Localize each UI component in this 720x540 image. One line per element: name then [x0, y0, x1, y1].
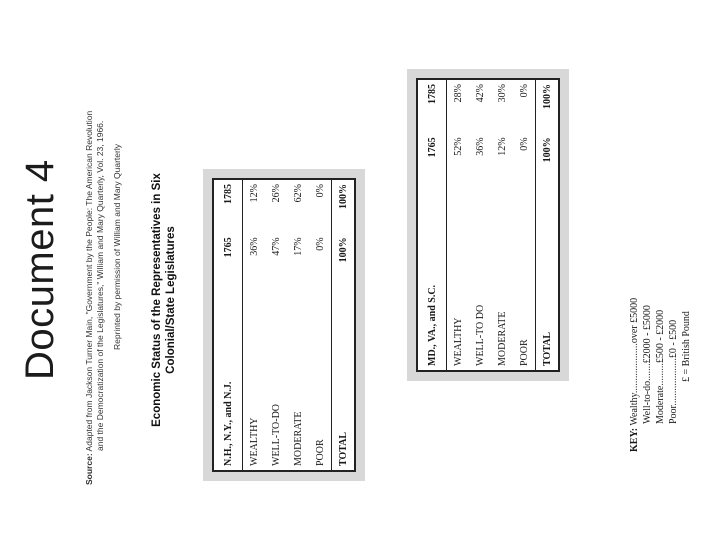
cell-value: 17%	[292, 237, 304, 256]
row-label: POOR	[314, 439, 326, 466]
source-citation	[84, 111, 106, 485]
heading-wrap	[150, 155, 178, 445]
column-header: 1785	[418, 80, 447, 133]
cell-value: 0%	[314, 237, 326, 251]
table-1-wrap	[212, 178, 356, 472]
cell-value: 26%	[270, 184, 282, 203]
heading-line-2: Colonial/State Legislatures	[165, 226, 177, 374]
key-wrap	[628, 298, 693, 452]
total-value: 100%	[536, 133, 559, 186]
row-label: WELL-TO-DO	[270, 403, 282, 466]
column-header: 1765	[214, 233, 243, 286]
total-value: 100%	[332, 180, 355, 233]
key-item: Poor...................£0 - £500	[668, 319, 679, 424]
total-label: TOTAL	[332, 287, 355, 470]
key-item: Well-to-do.......£2000 - £5000	[642, 305, 653, 424]
source-line-2: and the Democratization of the Legislatures," William and Mary Quarterly, Vol. 23, 1966.	[95, 120, 105, 451]
cell-value: 12%	[248, 184, 260, 203]
cell-value: 42%	[474, 84, 486, 103]
table-2-wrap	[416, 78, 560, 372]
reprinted-note: Reprinted by permission of William and Mary Quarterly	[112, 144, 122, 350]
cell-value: 0%	[518, 137, 530, 151]
source-wrap	[84, 111, 106, 485]
table-heading	[150, 155, 178, 445]
table-region-label: N.H., N.Y., and N.J.	[214, 287, 243, 470]
row-label: MODERATE	[496, 311, 508, 366]
key-item: Wealthy....................over £5000	[629, 297, 640, 426]
heading-line-1: Economic Status of the Representatives in Six	[151, 173, 163, 427]
row-label: WEALTHY	[248, 417, 260, 466]
row-label: WELL-TO DO	[474, 304, 486, 366]
table-nh-ny-nj	[212, 178, 356, 472]
total-value: 100%	[536, 80, 559, 133]
key-legend	[628, 298, 693, 452]
cell-value: 36%	[474, 137, 486, 156]
cell-value: 36%	[248, 237, 260, 256]
title-wrap	[18, 159, 63, 380]
cell-value: 47%	[270, 237, 282, 256]
key-note: £ = British Pound	[681, 311, 692, 382]
table-md-va-sc	[416, 78, 560, 372]
cell-value: 0%	[518, 84, 530, 98]
total-label: TOTAL	[536, 187, 559, 370]
column-header: 1765	[418, 133, 447, 186]
page-title: Document 4	[18, 159, 62, 380]
cell-value: 28%	[452, 84, 464, 103]
cell-value: 62%	[292, 184, 304, 203]
source-label: Source:	[84, 453, 94, 485]
cell-value: 52%	[452, 137, 464, 156]
row-label: POOR	[518, 339, 530, 366]
source-line-1: Adapted from Jackson Turner Main, "Government by the People: The American Revolution	[84, 110, 94, 452]
total-value: 100%	[332, 233, 355, 286]
column-header: 1785	[214, 180, 243, 233]
row-label: MODERATE	[292, 411, 304, 466]
row-label: WEALTHY	[452, 317, 464, 366]
key-label: KEY:	[629, 427, 640, 452]
cell-value: 0%	[314, 184, 326, 198]
key-item: Moderate.........£500 - £2000	[655, 309, 666, 424]
reprinted-wrap	[112, 144, 122, 350]
cell-value: 12%	[496, 137, 508, 156]
table-region-label: MD., VA., and S.C.	[418, 187, 447, 370]
cell-value: 30%	[496, 84, 508, 103]
